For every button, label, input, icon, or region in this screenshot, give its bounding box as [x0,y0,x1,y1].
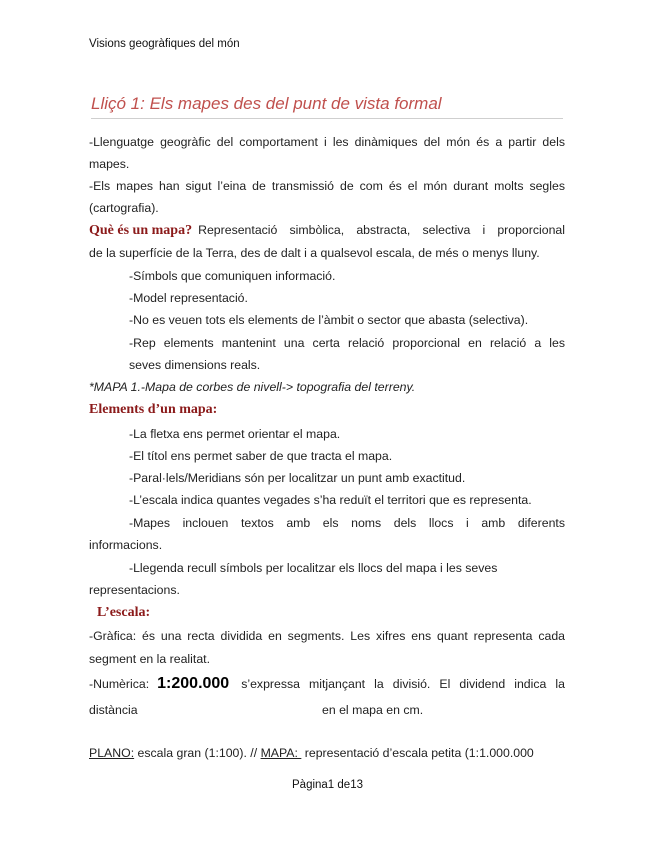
intro-line-4: (cartografia). [89,201,159,215]
lesson-title: Lliçó 1: Els mapes des del punt de vista formal [91,94,563,119]
bullet-model: -Model representació. [129,291,248,305]
section-heading-escala: L’escala: [97,605,151,620]
mapa-text: representació d’escala petita (1:1.000.000 [301,746,534,760]
element-texts-2: informacions. [89,538,163,552]
plano-label: PLANO: [89,746,135,760]
scale-graphic-2: segment en la realitat. [89,652,210,666]
scale-distance-2: en el mapa en cm. [322,703,424,717]
element-parallels: -Paral·lels/Meridians són per localitzar un punt amb exactitud. [129,471,466,485]
definition-line [89,223,565,238]
definition-text: Representació simbòlica, abstracta, selectiva i proporcional [198,223,565,237]
plano-text: escala gran (1:100). // [134,746,261,760]
map-note: *MAPA 1.-Mapa de corbes de nivell-> topografia del terreny. [89,380,416,394]
bullet-symbols: -Símbols que comuniquen informació. [129,269,336,283]
scale-numeric-line [89,676,565,692]
intro-line-2: mapes. [89,157,130,171]
intro-line-3: -Els mapes han sigut l’eina de transmissió de com és el món durant molts segles [89,179,565,193]
element-title: -El títol ens permet saber de que tracta el mapa. [129,449,393,463]
scale-distance-1: distància [89,703,138,717]
mapa-label: MAPA: [260,746,302,760]
scale-numeric-text: s’expressa mitjançant la divisió. El dividend indica la [241,677,565,691]
element-legend-2: representacions. [89,583,180,597]
section-heading-elements: Elements d’un mapa: [89,402,218,417]
scale-numeric-value: 1:200.000 [157,675,230,692]
intro-line-1: -Llenguatge geogràfic del comportament i les dinàmiques del món és a partir dels [89,135,565,149]
running-header: Visions geogràfiques del món [89,38,240,50]
bullet-proportional-2: seves dimensions reals. [129,358,261,372]
definition-line-2: de la superfície de la Terra, des de dalt i a qualsevol escala, de més o menys lluny. [89,246,540,260]
scale-graphic-1: -Gràfica: és una recta dividida en segments. Les xifres ens quant representa cada [89,629,565,643]
element-arrow: -La fletxa ens permet orientar el mapa. [129,427,341,441]
plano-mapa-line [89,746,534,761]
scale-numeric-label: -Numèrica: [89,677,150,691]
section-heading-que-es: Què és un mapa? [89,223,193,238]
page-footer: Pàgina1 de13 [292,779,363,791]
bullet-selective: -No es veuen tots els elements de l’àmbit o sector que abasta (selectiva). [129,313,529,327]
element-scale: -L’escala indica quantes vegades s’ha reduït el territori que es representa. [129,493,532,507]
bullet-proportional-1: -Rep elements mantenint una certa relació proporcional en relació a les [129,336,565,350]
element-legend-1: -Llegenda recull símbols per localitzar els llocs del mapa i les seves [129,561,498,575]
element-texts-1: -Mapes inclouen textos amb els noms dels llocs i amb diferents [129,516,565,530]
